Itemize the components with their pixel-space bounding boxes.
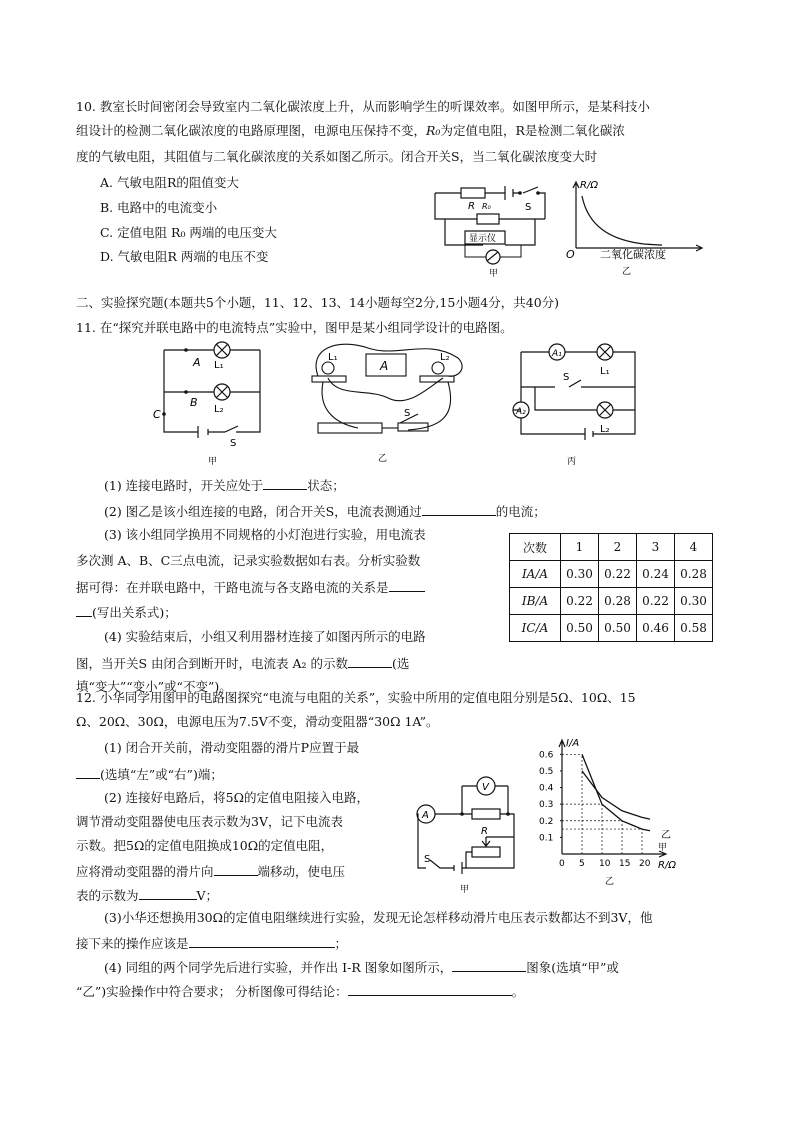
- q10-option-c[interactable]: C. 定值电阻 R₀ 两端的电压变大: [100, 225, 277, 240]
- q12-blank2b[interactable]: [139, 886, 197, 900]
- q12-blank1[interactable]: [76, 765, 100, 779]
- q10-curve: [582, 196, 662, 245]
- q12-label-a: A: [422, 810, 429, 821]
- q12-fixed-resistor: [472, 809, 500, 819]
- table-cell: IA/A: [510, 561, 561, 588]
- table-cell: IB/A: [510, 588, 561, 615]
- q12-part3-line2-a: 接下来的操作应该是: [76, 936, 189, 951]
- q11-circuit-yi: [308, 338, 473, 463]
- chart-x-tick-label: 15: [619, 859, 631, 869]
- q11-jia-label-b: B: [190, 396, 198, 409]
- q10-option-b[interactable]: B. 电路中的电流变小: [100, 200, 218, 215]
- table-row: [510, 561, 713, 588]
- q12-part4-line2-b: 。: [511, 984, 525, 999]
- q12-part1-line2-text: (选填“左”或“右”)端；: [100, 767, 223, 782]
- q11-part1-b: 状态；: [307, 478, 345, 493]
- table-cell: 0.24: [637, 561, 675, 588]
- q12-part3-line2: [76, 934, 347, 952]
- chart-x-axis: [562, 851, 666, 857]
- chart-y-tick-label: 0.6: [539, 750, 554, 761]
- table-header-cell: 2: [599, 534, 637, 561]
- q11-part1-a: (1) 连接电路时，开关应处于: [104, 478, 264, 493]
- q11-yi-label-l2: L₂: [440, 352, 450, 363]
- q12-part3-line2-b: ；: [334, 936, 348, 951]
- table-header-cell: 次数: [510, 534, 561, 561]
- chart-y-tick-label: 0.4: [539, 783, 554, 794]
- table-row: [510, 615, 713, 642]
- q11-jia-label-c: C: [153, 408, 161, 421]
- chart-y-tick-label: 0.3: [539, 800, 554, 811]
- q11-part4-line1: (4) 实验结束后，小组又利用器材连接了如图丙所示的电路: [104, 629, 426, 644]
- q10-graph-yi: [562, 178, 712, 277]
- q11-caption-bing: 丙: [567, 457, 577, 467]
- q11-part2-b: 的电流；: [495, 504, 546, 519]
- q10-ylabel: R/Ω: [580, 180, 598, 191]
- q12-part2-line4-b: 端移动，使电压: [257, 864, 346, 879]
- q12-part2-line5-b: V；: [196, 888, 219, 903]
- q12-part4-line1-a: (4) 同组的两个同学先后进行实验，并作出 I-R 图象如图所示，: [104, 960, 453, 975]
- q11-blank2[interactable]: [422, 502, 496, 516]
- q12-blank4b[interactable]: [348, 982, 512, 996]
- q12-part2-line2: 调节滑动变阻器使电压表示数为3V，记下电流表: [76, 814, 343, 829]
- q11-bing-label-l2: L₂: [600, 424, 610, 435]
- q12-part2-line5: [76, 886, 218, 904]
- q11-yi-battery-icon: [318, 423, 382, 433]
- table-cell: 0.30: [561, 561, 599, 588]
- q11-yi-label-s: S: [404, 408, 411, 419]
- q12-part4-line1: [104, 958, 619, 976]
- table-cell: 0.50: [561, 615, 599, 642]
- q12-ir-chart: [535, 736, 685, 886]
- chart-x-tick-label: 20: [639, 859, 651, 869]
- table-header-cell: 3: [637, 534, 675, 561]
- q11-part4-line2-b: (选: [392, 656, 410, 671]
- table-cell: 0.50: [599, 615, 637, 642]
- q12-blank4a[interactable]: [452, 958, 526, 972]
- q10-stem-line2: [76, 123, 625, 139]
- chart-y-tick-label: 0.5: [539, 766, 554, 777]
- q12-part3-line1: (3)小华还想换用30Ω的定值电阻继续进行实验，发现无论怎样移动滑片电压表示数都达不到3V，他: [104, 910, 653, 925]
- q11-jia-label-l1: L₁: [214, 360, 224, 371]
- table-header-cell: 1: [561, 534, 599, 561]
- q12-part4-line2-a: “乙”)实验操作中符合要求； 分析图像可得结论：: [76, 984, 348, 999]
- table-header-row: [510, 534, 713, 561]
- q10-option-d[interactable]: D. 气敏电阻R 两端的电压不变: [100, 249, 269, 264]
- q12-part2-line5-a: 表的示数为: [76, 888, 139, 903]
- q10-circuit-jia: [425, 175, 555, 279]
- q11-bing-label-l1: L₁: [600, 366, 610, 377]
- q11-circuit-bing: [505, 342, 645, 467]
- q10-label-display: 显示仪: [469, 234, 497, 244]
- q12-rheostat: [472, 847, 500, 857]
- q11-blank3b[interactable]: [76, 603, 92, 617]
- table-cell: 0.22: [599, 561, 637, 588]
- section2-heading: 二、实验探究题(本题共5个小题，11、12、13、14小题每空2分,15小题4分，共40分): [76, 295, 560, 310]
- q10-label-r0: R₀: [482, 202, 491, 211]
- table-header-cell: 4: [675, 534, 713, 561]
- q11-blank3a[interactable]: [389, 578, 425, 592]
- q10-label-s: S: [525, 202, 532, 213]
- table-cell: 0.28: [599, 588, 637, 615]
- table-cell: 0.46: [637, 615, 675, 642]
- q12-blank3[interactable]: [189, 934, 335, 948]
- q10-stem-line1: 10. 教室长时间密闭会导致室内二氧化碳浓度上升，从而影响学生的听课效率。如图甲所示，是某科技小: [76, 99, 650, 114]
- q11-part3-line3-text: 据可得：在并联电路中，干路电流与各支路电流的关系是: [76, 580, 389, 595]
- q10-label-r: R: [468, 201, 475, 212]
- q12-battery-icon: [454, 862, 462, 874]
- q11-bing-label-a1: A₁: [552, 349, 562, 359]
- q12-caption-yi: 乙: [605, 877, 615, 887]
- q12-blank2a[interactable]: [214, 862, 258, 876]
- q11-blank1[interactable]: [263, 476, 307, 490]
- q11-bing-label-s: S: [563, 372, 570, 383]
- q10-option-a[interactable]: A. 气敏电阻R的阻值变大: [100, 175, 239, 190]
- q11-part3-line4-text: (写出关系式)；: [92, 605, 177, 620]
- q10-caption-jia: 甲: [489, 269, 499, 279]
- chart-series-line-jia: [582, 754, 650, 830]
- q10-r0-resistor: [477, 214, 499, 224]
- q11-caption-yi: 乙: [378, 454, 388, 464]
- q11-part2-a: (2) 图乙是该小组连接的电路，闭合开关S，电流表测通过: [104, 504, 422, 519]
- q12-part2-line3: 示数。把5Ω的定值电阻换成10Ω的定值电阻，: [76, 838, 334, 853]
- q12-stem-line2: Ω、20Ω、30Ω，电源电压为7.5V不变，滑动变阻器“30Ω 1A”。: [76, 714, 439, 729]
- table-cell: 0.58: [675, 615, 713, 642]
- q11-caption-jia: 甲: [208, 457, 218, 467]
- q10-stem-line3: 度的气敏电阻，其阻值与二氧化碳浓度的关系如图乙所示。闭合开关S，当二氧化碳浓度变大时: [76, 149, 598, 164]
- q11-bing-label-a2: A₂: [516, 407, 526, 417]
- chart-ylabel: I/A: [566, 738, 580, 749]
- q11-part4-line2: [76, 654, 409, 672]
- q12-part2-line4-a: 应将滑动变阻器的滑片向: [76, 864, 214, 879]
- chart-xlabel: R/Ω: [658, 860, 676, 871]
- q11-data-table: [509, 533, 713, 642]
- q10-origin: O: [566, 248, 575, 261]
- q11-part3-line1: (3) 该小组同学换用不同规格的小灯泡进行实验，用电流表: [104, 527, 426, 542]
- chart-y-tick-label: 0.1: [539, 833, 554, 844]
- q12-caption-jia: 甲: [460, 885, 470, 895]
- chart-curve-label-yi: 乙: [661, 830, 671, 841]
- q12-part2-line4: [76, 862, 345, 880]
- q11-part4-line2-text: 图，当开关S 由闭合到断开时，电流表 A₂ 的示数: [76, 656, 349, 671]
- q11-yi-label-l1: L₁: [328, 352, 338, 363]
- chart-curve-label-jia: 甲: [658, 843, 668, 853]
- table-cell: 0.28: [675, 561, 713, 588]
- q11-blank4[interactable]: [348, 654, 392, 668]
- q11-yi-label-a: A: [380, 359, 389, 373]
- table-row: [510, 588, 713, 615]
- q10-stem-line2-a: 组设计的检测二氧化碳浓度的电路原理图，电源电压保持不变，: [76, 123, 427, 138]
- q11-part3-line4: [76, 603, 177, 621]
- q11-part4-line3: 填“变大”“变小”或“不变”)。: [76, 679, 232, 694]
- q11-jia-battery-icon: [198, 426, 208, 438]
- q10-r0-symbol: R₀: [426, 123, 441, 138]
- q10-r-resistor: [461, 188, 485, 198]
- table-cell: 0.22: [637, 588, 675, 615]
- q11-part3-line2: 多次测 A、B、C三点电流，记录实验数据如右表。分析实验数: [76, 553, 421, 568]
- q10-xlabel: 二氧化碳浓度: [600, 248, 666, 261]
- q12-label-v: V: [482, 782, 489, 793]
- q12-part4-line2: [76, 982, 524, 1000]
- q11-part2: [104, 502, 546, 520]
- q11-circuit-jia: [150, 342, 265, 467]
- q11-jia-label-a: A: [193, 356, 201, 369]
- q11-part1: [104, 476, 345, 494]
- q10-battery-icon: [505, 186, 513, 200]
- q12-circuit-jia: [410, 772, 530, 895]
- q12-part1-line1: (1) 闭合开关前，滑动变阻器的滑片P应置于最: [104, 740, 360, 755]
- q12-stem-line1: 12. 小华同学用图甲的电路图探究“电流与电阻的关系”，实验中所用的定值电阻分别是5Ω、10Ω、15: [76, 690, 636, 705]
- q10-stem-line2-b: 为定值电阻，R是检测二氧化碳浓: [440, 123, 625, 138]
- chart-x-tick-label: 5: [579, 859, 585, 869]
- q11-jia-label-s: S: [230, 438, 237, 449]
- q12-part2-line1: (2) 连接好电路后，将5Ω的定值电阻接入电路，: [104, 790, 369, 805]
- table-cell: 0.22: [561, 588, 599, 615]
- q10-caption-yi: 乙: [622, 267, 632, 277]
- q12-label-s: S: [424, 854, 431, 865]
- table-cell: 0.30: [675, 588, 713, 615]
- chart-x-tick-label: 10: [599, 859, 611, 869]
- q12-part4-line1-b: 图象(选填“甲”或: [526, 960, 619, 975]
- q11-stem: 11. 在“探究并联电路中的电流特点”实验中，图甲是某小组同学设计的电路图。: [76, 320, 513, 335]
- q12-label-r: R: [481, 826, 488, 837]
- chart-x-tick-label: 0: [559, 859, 565, 869]
- q11-jia-label-l2: L₂: [214, 404, 224, 415]
- chart-y-tick-label: 0.2: [539, 816, 554, 827]
- q12-part1-line2: [76, 765, 223, 783]
- q11-part3-line3: [76, 578, 425, 596]
- table-cell: IC/A: [510, 615, 561, 642]
